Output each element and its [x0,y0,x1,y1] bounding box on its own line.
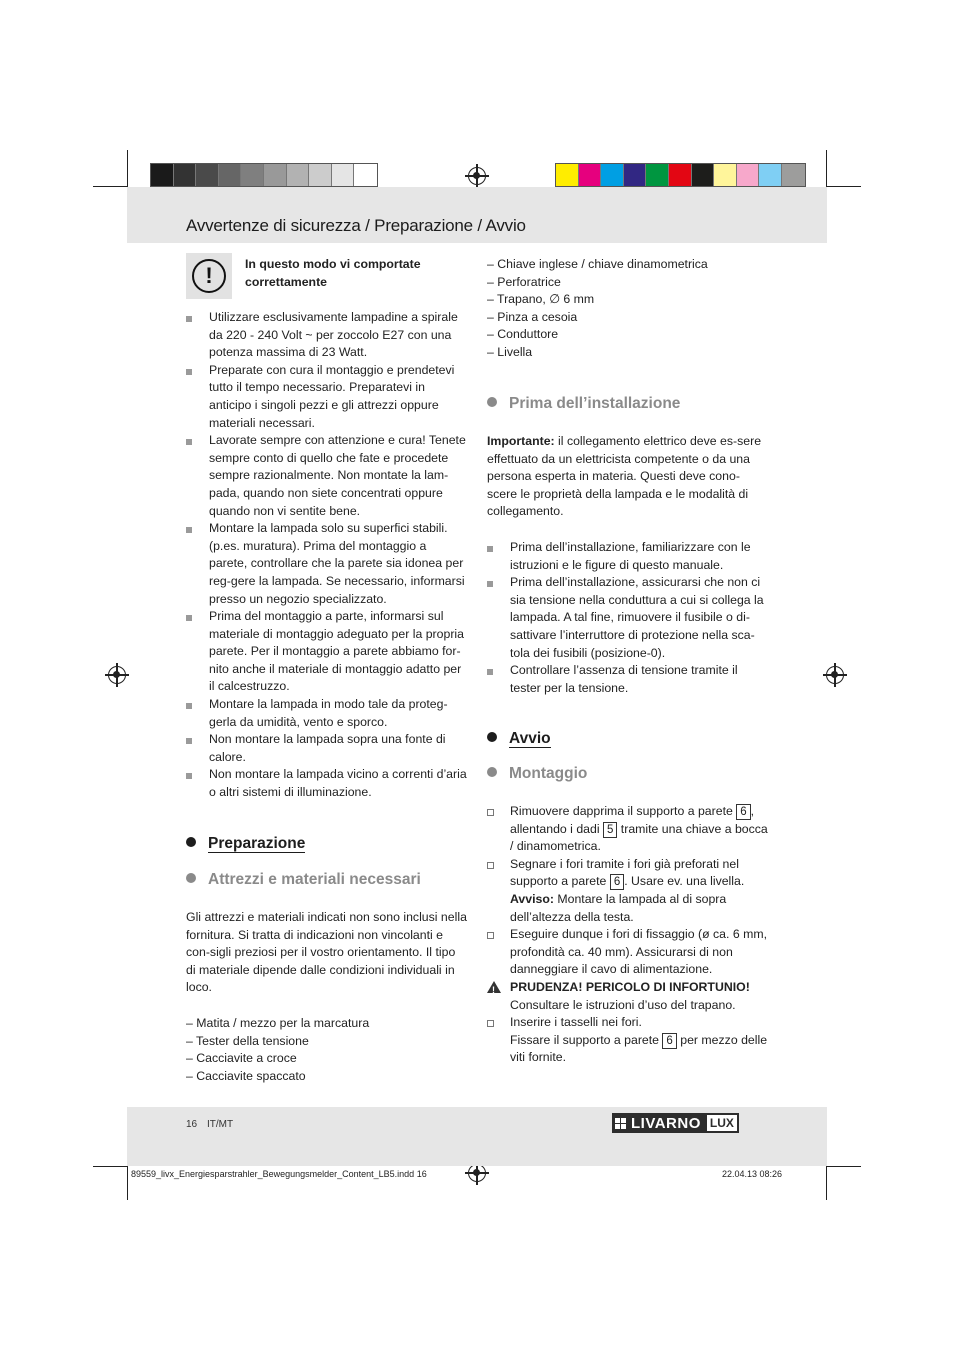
color-swatch [354,164,377,186]
list-item: Prima dell’installazione, assicurarsi che non ci sia tensione nella conduttura a cui si collega la lampada. A tal fine, rimuovere il fusibile o di-sattivare l’interruttore di protezione nella sca-tola dei fusibili (posizione-0). [487,574,769,662]
list-item: Rimuovere dapprima il supporto a parete 6 , allentando i dadi 5 tramite una chiave a bocca / dinamometrica. [487,803,772,856]
list-item: – Pinza a cesoia [487,309,578,324]
list-item: Non montare la lampada sopra una fonte di calore. [186,731,468,766]
list-item: Prima dell’installazione, familiarizzare con le istruzioni e le figure di questo manuale. [487,539,769,574]
color-swatch [309,164,332,186]
registration-mark-icon [108,666,126,684]
warning-box [186,253,232,299]
crop-mark [826,150,827,187]
page-title: Avvertenze di sicurezza / Preparazione / Avvio [186,216,526,235]
logo-main: LIVARNO [612,1113,705,1133]
color-swatch [759,164,782,186]
color-swatch [714,164,737,186]
prima-bullet-list [487,539,769,697]
bullet-dot-icon [186,837,196,847]
registration-mark-icon [468,167,486,185]
list-item: – Matita / mezzo per la marcatura [186,1016,370,1030]
crop-mark [826,1166,827,1200]
color-swatch [737,164,760,186]
color-swatch [219,164,242,186]
tools-list-right [487,256,769,362]
montaggio-steps [487,803,772,1067]
page-number: 16 [186,1119,198,1130]
color-swatch [264,164,287,186]
color-swatch [174,164,197,186]
list-item: – Cacciavite spaccato [186,1068,306,1083]
color-bar [555,163,806,187]
color-swatch [624,164,647,186]
part-number-badge: 6 [662,1033,676,1049]
color-swatch [332,164,355,186]
gray-color-bar [150,163,378,187]
list-item: – Livella [487,344,533,359]
heading-avvio: Avvio [487,730,551,748]
heading-montaggio: Montaggio [487,765,587,783]
color-swatch [601,164,624,186]
color-swatch [692,164,715,186]
crop-mark [93,1166,127,1167]
part-number-badge: 5 [603,822,617,838]
list-item: – Perforatrice [487,274,561,289]
tools-list-left [186,1015,468,1085]
list-item: Eseguire dunque i fori di fissaggio (ø ca. 6 mm, profondità ca. 40 mm). Assicurarsi di non danneggiare il cavo di alimentazione. [487,926,772,979]
bullet-dot-icon [487,732,497,742]
language-code: IT/MT [207,1119,234,1130]
attrezzi-text: Gli attrezzi e materiali indicati non sono inclusi nella fornitura. Si tratta di indicazioni non vincolanti e con-sigli preziosi per il vostro orientamento. Il tipo di materiale dipende dalle condizioni individuali in loco. [186,910,467,995]
color-swatch [556,164,579,186]
list-item: Lavorate sempre con attenzione e cura! Tenete sempre conto di quello che fate e procedete sempre razionalmente. Non montate la lam-pada, quando non siete concentrati oppure quando non vi sentite bene. [186,432,468,520]
list-item: Utilizzare esclusivamente lampadine a spirale da 220 - 240 Volt ~ per zoccolo E27 con una potenza massima di 23 Watt. [186,309,468,362]
list-item: – Tester della tensione [186,1033,309,1048]
list-item: Inserire i tasselli nei fori. Fissare il supporto a parete 6 per mezzo delle viti fornite. [487,1014,772,1067]
color-swatch [782,164,805,186]
list-item: – Conduttore [487,327,559,342]
logo-lux: LUX [705,1113,739,1133]
crop-mark [827,186,861,187]
registration-mark-icon [468,1164,486,1182]
heading-preparazione: Preparazione [186,835,305,853]
crop-mark [127,1166,128,1200]
registration-mark-icon [826,666,844,684]
color-swatch [287,164,310,186]
bullet-dot-icon [487,767,497,777]
crop-mark [127,150,128,187]
bullet-dot-icon [487,397,497,407]
list-item: – Trapano, ∅ 6 mm [487,292,595,307]
list-item: – Chiave inglese / chiave dinamometrica [487,257,708,271]
importante-paragraph: Importante: il collegamento elettrico deve es-sere effettuato da un elettricista competente o da una persona esperta in materia. Questi deve cono-scere le proprietà della lampada e le modalità di collegamento. [487,434,762,519]
heading-attrezzi: Attrezzi e materiali necessari [186,871,421,889]
caution-block: ! PRUDENZA! PERICOLO DI INFORTUNIO! Consultare le istruzioni d’uso del trapano. [487,979,772,1014]
color-swatch [196,164,219,186]
part-number-badge: 6 [610,874,624,890]
color-swatch [646,164,669,186]
part-number-badge: 6 [736,804,750,820]
color-swatch [151,164,174,186]
warning-triangle-icon [487,981,501,993]
color-swatch [579,164,602,186]
crop-mark [93,186,127,187]
warning-title: In questo modo vi comportate correttamente [245,257,421,289]
crop-mark [827,1166,861,1167]
date-slug: 22.04.13 08:26 [722,1169,783,1179]
safety-bullet-list [186,309,468,802]
file-slug: 89559_livx_Energiesparstrahler_Bewegungsmelder_Content_LB5.indd 16 [131,1169,427,1179]
list-item: Segnare i fori tramite i fori già preforati nel supporto a parete 6 . Usare ev. una livella. Avviso: Montare la lampada al di sopra dell’altezza della testa. [487,856,772,926]
bullet-dot-icon [186,873,196,883]
livarno-lux-logo [612,1113,739,1133]
list-item: Preparate con cura il montaggio e prendetevi tutto il tempo necessario. Preparatevi in anticipo i singoli pezzi e gli attrezzi oppure materiali necessari. [186,362,468,432]
color-swatch [669,164,692,186]
list-item: Controllare l’assenza di tensione tramite il tester per la tensione. [487,662,769,697]
list-item: – Cacciavite a croce [186,1051,297,1066]
logo-grid-icon [615,1118,626,1129]
list-item: Non montare la lampada vicino a correnti d’aria o altri sistemi di illuminazione. [186,766,468,801]
exclamation-icon: ! [192,259,226,293]
heading-prima-installazione: Prima dell’installazione [487,395,680,413]
list-item: Montare la lampada solo su superfici stabili. (p.es. muratura). Prima del montaggio a parete, controllare che la parete sia idonea per reg-gere la lampada. Se necessario, informarsi presso un negozio specializzato. [186,520,468,608]
color-swatch [241,164,264,186]
list-item: Montare la lampada in modo tale da proteg-gerla da umidità, vento e sporco. [186,696,468,731]
list-item: Prima del montaggio a parte, informarsi sul materiale di montaggio adeguato per la propria parete. Per il montaggio a parete abbiamo for-nito anche il materiale di montaggio adatto per il calcestruzzo. [186,608,468,696]
